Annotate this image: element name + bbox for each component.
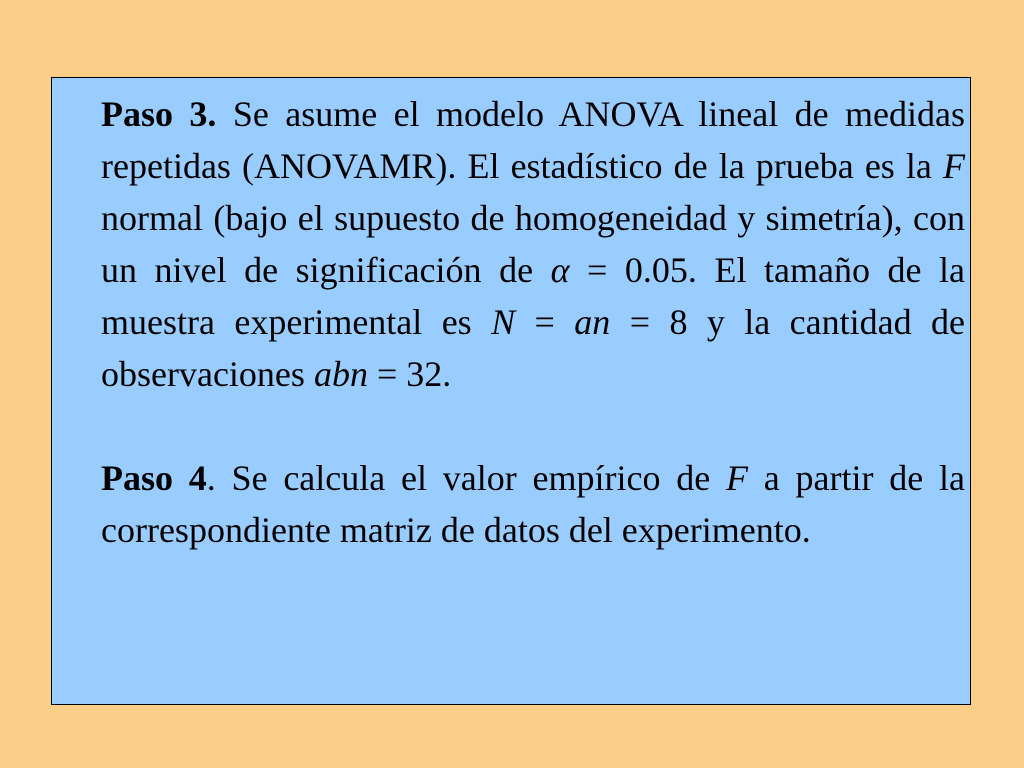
text-segment: = 32. <box>367 354 452 394</box>
paragraph-paso-3 <box>101 88 965 400</box>
text-segment: = 0.05. El tamaño de la muestra experimental es <box>101 250 965 342</box>
text-body <box>101 88 965 556</box>
text-segment: normal (bajo el supuesto de homogeneidad y simetría), con un nivel de significación de <box>101 198 965 290</box>
variable-alpha: α <box>550 250 570 290</box>
content-panel <box>51 77 971 705</box>
variable-abn: abn <box>313 354 368 394</box>
variable-F: F <box>726 458 749 498</box>
text-segment: . Se calcula el valor empírico de <box>206 458 727 498</box>
text-segment: = <box>515 302 575 342</box>
text-segment: a partir de la correspondiente matriz de datos del experimento. <box>101 458 966 550</box>
variable-N: N <box>491 302 516 342</box>
variable-F: F <box>943 146 965 186</box>
paragraph-paso-4 <box>101 452 965 556</box>
heading-paso-3: Paso 3. <box>101 94 217 134</box>
variable-an: an <box>574 302 611 342</box>
text-segment: = 8 y la cantidad de observaciones <box>101 302 966 394</box>
text-segment: Se asume el modelo ANOVA lineal de medidas repetidas (ANOVAMR). El estadístico de la prueba es la <box>101 94 965 186</box>
heading-paso-4: Paso 4 <box>101 458 207 498</box>
